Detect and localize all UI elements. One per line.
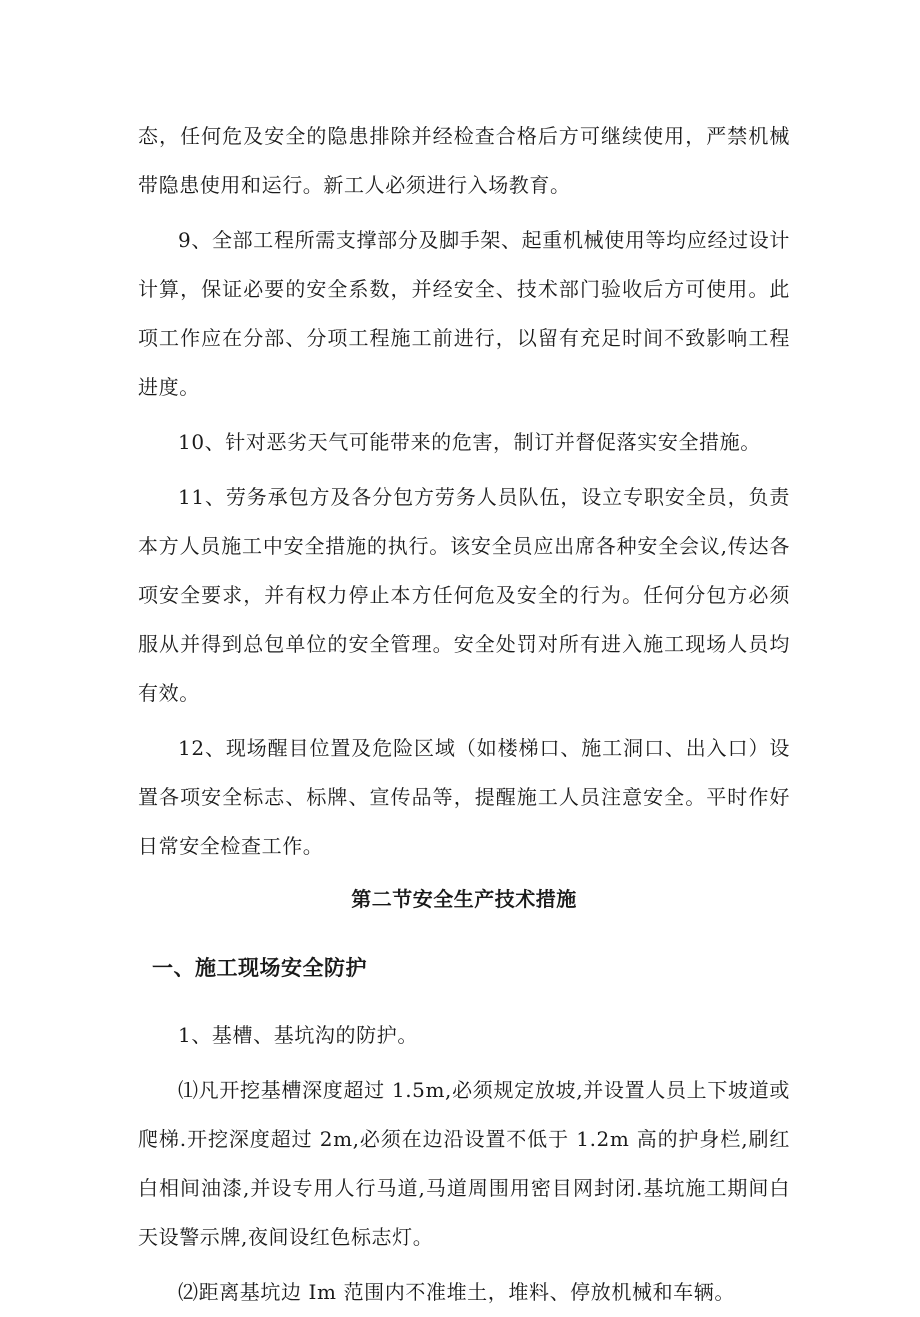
paragraph-item-10: 10、针对恶劣天气可能带来的危害，制订并督促落实安全措施。	[178, 430, 761, 454]
paragraph-item-1-2: ⑵距离基坑边 Im 范围内不准堆土，堆料、停放机械和车辆。	[178, 1280, 735, 1304]
paragraph-item-11: 11、劳务承包方及各分包方劳务人员队伍，设立专职安全员，负责本方人员施工中安全措施的执行。该安全员应出席各种安全会议,传达各项安全要求，并有权力停止本方任何危及安全的行为。任何分包方必须服从并得到总包单位的安全管理。安全处罚对所有进入施工现场人员均有效。	[138, 485, 790, 705]
document-page	[138, 112, 790, 1317]
paragraph-item-12: 12、现场醒目位置及危险区域（如楼梯口、施工洞口、出入口）设置各项安全标志、标牌、宣传品等，提醒施工人员注意安全。平时作好日常安全检查工作。	[138, 736, 790, 858]
section-title: 第二节安全生产技术措施	[351, 887, 577, 911]
paragraph-item-1: 1、基槽、基坑沟的防护。	[178, 1023, 418, 1047]
paragraph-item-1-1: ⑴凡开挖基槽深度超过 1.5m,必须规定放坡,并设置人员上下坡道或爬梯.开挖深度超过 2m,必须在边沿设置不低于 1.2m 高的护身栏,刷红白相间油漆,并设专用人行马道,马道周围用密目网封闭.基坑施工期间白天设警示牌,夜间设红色标志灯。	[138, 1078, 790, 1249]
subsection-title: 一、施工现场安全防护	[152, 956, 367, 980]
paragraph-item-9: 9、全部工程所需支撑部分及脚手架、起重机械使用等均应经过设计计算，保证必要的安全系数，并经安全、技术部门验收后方可使用。此项工作应在分部、分项工程施工前进行，以留有充足时间不致影响工程进度。	[138, 228, 790, 399]
paragraph-continued: 态，任何危及安全的隐患排除并经检查合格后方可继续使用，严禁机械带隐患使用和运行。新工人必须进行入场教育。	[138, 124, 790, 197]
